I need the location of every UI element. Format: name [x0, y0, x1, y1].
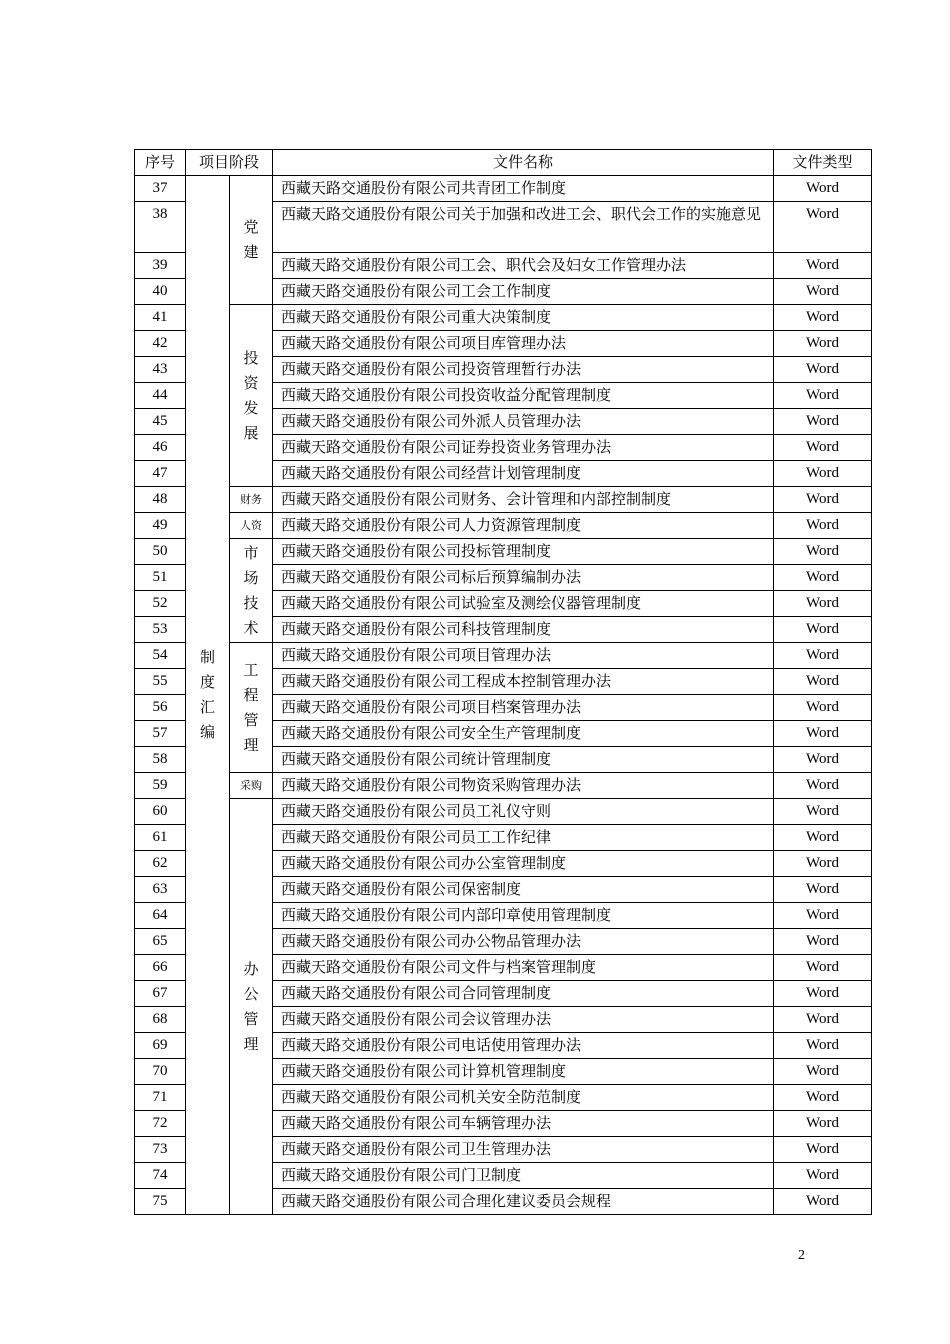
file-name: 西藏天路交通股份有限公司计算机管理制度: [273, 1059, 774, 1085]
file-name: 西藏天路交通股份有限公司机关安全防范制度: [273, 1085, 774, 1111]
file-name: 西藏天路交通股份有限公司文件与档案管理制度: [273, 955, 774, 981]
category-cell-investment: [230, 305, 273, 487]
file-name: 西藏天路交通股份有限公司工会、职代会及妇女工作管理办法: [273, 253, 774, 279]
row-index: 61: [135, 825, 186, 851]
file-type: Word: [774, 617, 872, 643]
file-name: 西藏天路交通股份有限公司保密制度: [273, 877, 774, 903]
file-name: 西藏天路交通股份有限公司关于加强和改进工会、职代会工作的实施意见: [273, 202, 774, 253]
file-type: Word: [774, 176, 872, 202]
file-name: 西藏天路交通股份有限公司物资采购管理办法: [273, 773, 774, 799]
table-row: [135, 513, 872, 539]
file-type: Word: [774, 851, 872, 877]
category-label: 党建: [243, 218, 259, 261]
file-type: Word: [774, 1189, 872, 1215]
table-row: [135, 176, 872, 202]
file-name: 西藏天路交通股份有限公司外派人员管理办法: [273, 409, 774, 435]
file-name: 西藏天路交通股份有限公司办公物品管理办法: [273, 929, 774, 955]
file-type: Word: [774, 643, 872, 669]
file-type: Word: [774, 331, 872, 357]
category-label: 财务: [240, 493, 262, 506]
table-row: [135, 799, 872, 825]
file-name: 西藏天路交通股份有限公司经营计划管理制度: [273, 461, 774, 487]
row-index: 71: [135, 1085, 186, 1111]
file-type: Word: [774, 695, 872, 721]
row-index: 42: [135, 331, 186, 357]
table-row: [135, 305, 872, 331]
table-row: [135, 643, 872, 669]
row-index: 67: [135, 981, 186, 1007]
table-header-row: [135, 150, 872, 176]
file-name: 西藏天路交通股份有限公司投资管理暂行办法: [273, 357, 774, 383]
file-type: Word: [774, 539, 872, 565]
file-name: 西藏天路交通股份有限公司内部印章使用管理制度: [273, 903, 774, 929]
category-cell-office: [230, 799, 273, 1215]
row-index: 70: [135, 1059, 186, 1085]
row-index: 72: [135, 1111, 186, 1137]
row-index: 51: [135, 565, 186, 591]
document-table: [134, 149, 872, 1215]
category-label: 工程管理: [243, 660, 259, 754]
header-file-name: 文件名称: [273, 150, 774, 176]
row-index: 57: [135, 721, 186, 747]
file-type: Word: [774, 799, 872, 825]
file-type: Word: [774, 1085, 872, 1111]
file-name: 西藏天路交通股份有限公司证券投资业务管理办法: [273, 435, 774, 461]
file-name: 西藏天路交通股份有限公司项目管理办法: [273, 643, 774, 669]
file-type: Word: [774, 202, 872, 253]
row-index: 38: [135, 202, 186, 253]
row-index: 45: [135, 409, 186, 435]
row-index: 59: [135, 773, 186, 799]
file-type: Word: [774, 1111, 872, 1137]
page-number: 2: [798, 1248, 805, 1263]
file-type: Word: [774, 981, 872, 1007]
file-type: Word: [774, 565, 872, 591]
file-name: 西藏天路交通股份有限公司车辆管理办法: [273, 1111, 774, 1137]
file-type: Word: [774, 825, 872, 851]
row-index: 50: [135, 539, 186, 565]
file-type: Word: [774, 435, 872, 461]
table-row: [135, 773, 872, 799]
row-index: 37: [135, 176, 186, 202]
row-index: 65: [135, 929, 186, 955]
file-name: 西藏天路交通股份有限公司门卫制度: [273, 1163, 774, 1189]
file-type: Word: [774, 669, 872, 695]
row-index: 44: [135, 383, 186, 409]
table-row: [135, 487, 872, 513]
file-name: 西藏天路交通股份有限公司统计管理制度: [273, 747, 774, 773]
file-name: 西藏天路交通股份有限公司合理化建议委员会规程: [273, 1189, 774, 1215]
file-type: Word: [774, 409, 872, 435]
stage-cell: [186, 176, 230, 1215]
category-cell-party: [230, 176, 273, 305]
file-type: Word: [774, 591, 872, 617]
file-type: Word: [774, 1059, 872, 1085]
category-cell-finance: [230, 487, 273, 513]
row-index: 60: [135, 799, 186, 825]
row-index: 64: [135, 903, 186, 929]
row-index: 56: [135, 695, 186, 721]
file-type: Word: [774, 461, 872, 487]
row-index: 47: [135, 461, 186, 487]
row-index: 66: [135, 955, 186, 981]
file-type: Word: [774, 357, 872, 383]
file-name: 西藏天路交通股份有限公司员工礼仪守则: [273, 799, 774, 825]
row-index: 58: [135, 747, 186, 773]
file-type: Word: [774, 929, 872, 955]
row-index: 55: [135, 669, 186, 695]
row-index: 49: [135, 513, 186, 539]
row-index: 54: [135, 643, 186, 669]
row-index: 52: [135, 591, 186, 617]
header-file-type: 文件类型: [774, 150, 872, 176]
file-type: Word: [774, 279, 872, 305]
row-index: 46: [135, 435, 186, 461]
category-label: 市场技术: [243, 543, 259, 637]
header-stage: 项目阶段: [186, 150, 273, 176]
file-type: Word: [774, 1137, 872, 1163]
row-index: 40: [135, 279, 186, 305]
row-index: 68: [135, 1007, 186, 1033]
category-label: 办公管理: [243, 959, 259, 1053]
file-name: 西藏天路交通股份有限公司财务、会计管理和内部控制制度: [273, 487, 774, 513]
table-body: [135, 150, 872, 1215]
file-type: Word: [774, 721, 872, 747]
file-name: 西藏天路交通股份有限公司工会工作制度: [273, 279, 774, 305]
file-type: Word: [774, 1033, 872, 1059]
stage-label: 制度汇编: [199, 648, 215, 741]
category-cell-procurement: [230, 773, 273, 799]
file-type: Word: [774, 487, 872, 513]
file-type: Word: [774, 383, 872, 409]
file-type: Word: [774, 513, 872, 539]
row-index: 69: [135, 1033, 186, 1059]
file-name: 西藏天路交通股份有限公司电话使用管理办法: [273, 1033, 774, 1059]
row-index: 53: [135, 617, 186, 643]
category-cell-engineering: [230, 643, 273, 773]
file-name: 西藏天路交通股份有限公司科技管理制度: [273, 617, 774, 643]
category-label: 人资: [240, 519, 262, 532]
category-label: 投资发展: [243, 348, 259, 442]
file-type: Word: [774, 903, 872, 929]
file-type: Word: [774, 305, 872, 331]
file-type: Word: [774, 1163, 872, 1189]
file-name: 西藏天路交通股份有限公司投标管理制度: [273, 539, 774, 565]
file-name: 西藏天路交通股份有限公司卫生管理办法: [273, 1137, 774, 1163]
file-name: 西藏天路交通股份有限公司重大决策制度: [273, 305, 774, 331]
row-index: 62: [135, 851, 186, 877]
row-index: 63: [135, 877, 186, 903]
category-cell-market: [230, 539, 273, 643]
file-name: 西藏天路交通股份有限公司安全生产管理制度: [273, 721, 774, 747]
file-name: 西藏天路交通股份有限公司员工工作纪律: [273, 825, 774, 851]
row-index: 43: [135, 357, 186, 383]
file-name: 西藏天路交通股份有限公司投资收益分配管理制度: [273, 383, 774, 409]
file-name: 西藏天路交通股份有限公司合同管理制度: [273, 981, 774, 1007]
file-name: 西藏天路交通股份有限公司试验室及测绘仪器管理制度: [273, 591, 774, 617]
file-name: 西藏天路交通股份有限公司工程成本控制管理办法: [273, 669, 774, 695]
row-index: 75: [135, 1189, 186, 1215]
file-name: 西藏天路交通股份有限公司会议管理办法: [273, 1007, 774, 1033]
file-name: 西藏天路交通股份有限公司项目档案管理办法: [273, 695, 774, 721]
file-type: Word: [774, 1007, 872, 1033]
category-label: 采购: [240, 779, 262, 792]
file-name: 西藏天路交通股份有限公司办公室管理制度: [273, 851, 774, 877]
table-row: [135, 539, 872, 565]
category-cell-hr: [230, 513, 273, 539]
file-name: 西藏天路交通股份有限公司项目库管理办法: [273, 331, 774, 357]
file-name: 西藏天路交通股份有限公司标后预算编制办法: [273, 565, 774, 591]
file-name: 西藏天路交通股份有限公司共青团工作制度: [273, 176, 774, 202]
file-type: Word: [774, 773, 872, 799]
row-index: 41: [135, 305, 186, 331]
row-index: 74: [135, 1163, 186, 1189]
header-index: 序号: [135, 150, 186, 176]
row-index: 48: [135, 487, 186, 513]
file-type: Word: [774, 877, 872, 903]
file-type: Word: [774, 253, 872, 279]
file-type: Word: [774, 747, 872, 773]
file-type: Word: [774, 955, 872, 981]
file-name: 西藏天路交通股份有限公司人力资源管理制度: [273, 513, 774, 539]
row-index: 73: [135, 1137, 186, 1163]
row-index: 39: [135, 253, 186, 279]
